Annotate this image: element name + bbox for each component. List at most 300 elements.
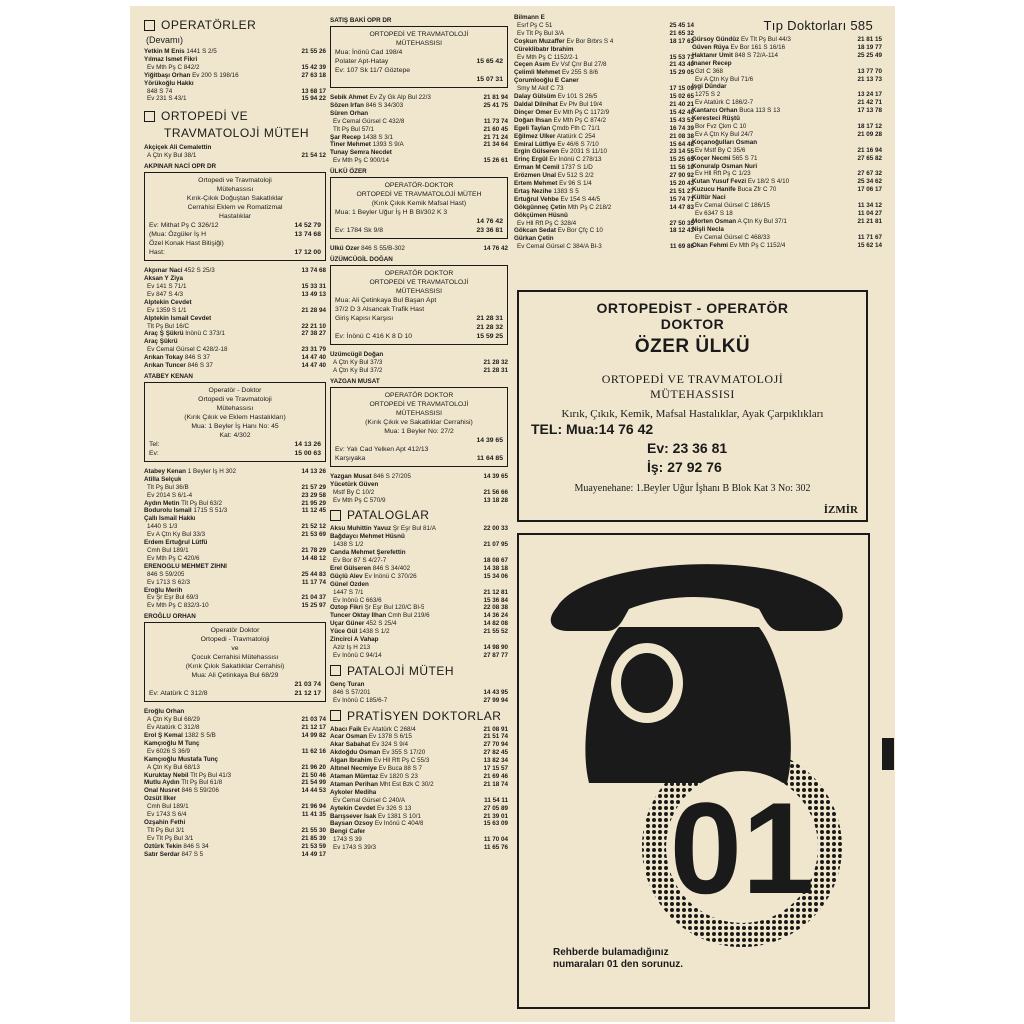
- entry-name: İnaner Recep: [692, 59, 732, 67]
- list-item: [144, 144, 326, 152]
- list-item: [514, 188, 694, 196]
- entry-address: Ev Atatürk C 186/2-7: [695, 99, 754, 107]
- list-item: [144, 547, 326, 555]
- entry-address: 846 S 37: [187, 362, 213, 370]
- entry-phone: 18 17 12: [857, 122, 882, 130]
- listing-ad-line: ORTOPEDİ VE TRAVMATOLOJİ: [369, 31, 469, 38]
- entry-name: Güçlü Alev: [330, 572, 363, 580]
- list-item: [144, 492, 326, 500]
- list-item: [144, 587, 326, 595]
- entry-phone: 14 98 90: [483, 644, 508, 651]
- entry-address: Ev 1743 S 39/3: [333, 844, 377, 852]
- entry-address: Ev 847 S 4/3: [147, 290, 184, 298]
- entry-address: Ev 1713 S 62/3: [147, 578, 191, 586]
- list-item: [144, 732, 326, 740]
- listing-ad-row-phone: 23 36 81: [476, 227, 503, 235]
- entry-address: Ev 101 S 26/5: [557, 93, 598, 101]
- entry-address: Ev Mth Pş C 874/2: [553, 116, 607, 124]
- list-item: [330, 836, 508, 844]
- entry-name: Tuncer Oktay İlhan: [330, 612, 387, 620]
- list-item: [330, 844, 508, 852]
- list-item: [330, 741, 508, 749]
- entry-name: Ertuğrul Vehbe: [514, 195, 559, 203]
- list-item: [692, 60, 882, 68]
- list-item: [144, 330, 326, 338]
- list-item: [514, 156, 694, 164]
- entry-address: Tlt Pş Bul 57/1: [333, 125, 374, 133]
- entry-phone: 21 53 59: [301, 842, 326, 850]
- entry-address: 1447 S 7/1: [333, 588, 364, 596]
- entry-phone: 15 43 53: [669, 116, 694, 124]
- entry-list: [330, 525, 508, 659]
- entry-address: Ev 141 S 71/1: [147, 282, 187, 290]
- list-item: [692, 68, 882, 76]
- list-item: [144, 539, 326, 547]
- entry-address: Ev İnönü C 663/6: [333, 596, 382, 604]
- list-item: [330, 589, 508, 597]
- listing-ad-box: [330, 26, 508, 88]
- listing-ad-atabey: [144, 373, 326, 462]
- listing-ad-box: [144, 382, 326, 462]
- entry-address: Ev 324 S 9/4: [372, 741, 409, 749]
- listing-ad-line: OPERATÖR-DOKTOR: [384, 182, 454, 190]
- list-item: [330, 652, 508, 660]
- entry-phone: 21 28 94: [301, 306, 326, 314]
- entry-address: 1743 S 39: [333, 836, 362, 844]
- list-item: [692, 242, 882, 250]
- list-item: [330, 541, 508, 549]
- entry-list: [514, 14, 694, 251]
- list-item: [330, 604, 508, 612]
- entry-address: Tlt Pş Bul 16/C: [147, 322, 189, 330]
- entry-name: ERENOĞLU MEHMET ZİHNİ: [144, 562, 227, 570]
- ad-conditions: Kırık, Çıkık, Kemik, Mafsal Hastalıklar, Ayak Çarpıklıkları: [561, 408, 824, 420]
- entry-phone: 21 53 69: [301, 531, 326, 539]
- listing-ad-line: MÜTEHASSISI: [395, 40, 443, 47]
- entry-phone: 14 44 53: [301, 787, 326, 795]
- listing-ad-row-phone: 21 03 74: [294, 681, 321, 689]
- list-item: [330, 110, 508, 118]
- entry-name: Aykoler Mediha: [330, 788, 377, 796]
- entry-name: Akar Sabahat: [330, 741, 371, 749]
- entry-name: Erel Gülseren: [330, 564, 371, 572]
- list-item: [692, 123, 882, 131]
- entry-address: Ev Mth Pş C 832/3-10: [147, 602, 209, 610]
- entry-address: 846 S 55/B-302: [361, 245, 405, 253]
- entry-phone: 25 34 62: [857, 178, 882, 186]
- list-item: [692, 226, 882, 234]
- entry-address: Ev Hll Rft Pş C 55/3: [373, 757, 430, 765]
- entry-address: Ev 1359 S 1/1: [147, 306, 187, 314]
- list-item: [144, 724, 326, 732]
- entry-name: Ataman Mümtaz: [330, 772, 379, 780]
- list-item: [514, 77, 694, 85]
- entry-address: Ev Zy Gk Alp Bul 22/3: [369, 94, 431, 101]
- entry-address: Ev Mth Pş C 842/2: [147, 63, 200, 71]
- list-item: [144, 56, 326, 64]
- entry-phone: 22 21 10: [301, 322, 326, 330]
- list-item: [144, 307, 326, 315]
- entry-address: 1737 S 1/D: [561, 164, 593, 172]
- entry-phone: 21 34 64: [483, 141, 508, 149]
- entry-address: Ev 255 S 8/6: [561, 69, 598, 77]
- entry-name: Özsüt İlker: [144, 795, 177, 803]
- column-3: [514, 14, 694, 251]
- entry-phone: 21 51 74: [483, 733, 508, 741]
- listing-ad-line: Mütehassısı: [216, 186, 254, 194]
- list-item: [692, 91, 882, 99]
- entry-phone: 11 71 67: [857, 233, 882, 241]
- listing-ad-uzumcugil: [330, 256, 508, 345]
- list-item: [144, 338, 326, 346]
- entry-name: Aksu Muhittin Yavuz: [330, 525, 392, 533]
- column-4: [692, 36, 882, 249]
- advertisement-ozer-ulku: [517, 290, 868, 522]
- column-1: [144, 14, 326, 858]
- checkbox-square-icon: [330, 710, 341, 721]
- entry-address: 452 S 25/3: [184, 267, 215, 275]
- entry-address: A Çtn Ky Bul 37/1: [737, 217, 787, 225]
- checkbox-square-icon: [144, 20, 155, 31]
- entry-name: Nişli Necla: [692, 225, 724, 233]
- list-item: [330, 636, 508, 644]
- listing-ad-row: [335, 436, 503, 445]
- listing-ad-heading: AKPINAR NACİ OPR DR: [144, 163, 217, 171]
- entry-phone: 13 49 13: [301, 290, 326, 298]
- entry-list: [144, 48, 326, 103]
- entry-address: Ev 1743 S 6/4: [147, 811, 187, 819]
- list-item: [692, 36, 882, 44]
- entry-name: Kantarcı Orhan: [692, 107, 738, 115]
- entry-phone: 13 74 68: [301, 267, 326, 275]
- entry-address: Ev 1820 S 23: [380, 772, 418, 780]
- entry-name: Öztürk Tekin: [144, 842, 182, 850]
- list-item: [514, 14, 694, 22]
- list-item: [144, 72, 326, 80]
- listing-ad-row: [335, 323, 503, 332]
- listing-ad-row-phone: 21 28 32: [476, 324, 503, 332]
- entry-phone: 18 08 67: [483, 557, 508, 565]
- listing-ad-line: MÜTEHASSISI: [395, 288, 443, 296]
- entry-name: Kamçıoğlu M Tunç: [144, 739, 200, 747]
- list-item: [692, 234, 882, 242]
- entry-name: Morten Osman: [692, 217, 737, 225]
- entry-phone: 22 08 38: [483, 604, 508, 612]
- entry-name: Bilmann E: [514, 14, 545, 21]
- entry-name: Yüce Gül: [330, 628, 358, 636]
- list-item: [144, 362, 326, 370]
- listing-ad-line: Operatör - Doktor: [208, 386, 262, 394]
- entry-phone: 21 09 28: [857, 130, 882, 138]
- entry-phone: 27 99 94: [483, 696, 508, 704]
- entry-phone: 14 47 83: [669, 203, 694, 211]
- listing-ad-row: [335, 208, 503, 217]
- list-item: [692, 83, 882, 91]
- entry-address: Ev Plv Bul 19/4: [559, 100, 603, 108]
- listing-ad-row: [335, 305, 503, 314]
- entry-address: 1441 S 2/5: [186, 48, 217, 55]
- list-item: [144, 764, 326, 772]
- entry-name: Satır Serdar: [144, 850, 180, 858]
- entry-phone: 14 47 40: [301, 354, 326, 362]
- entry-phone: 22 00 33: [483, 525, 508, 533]
- entry-phone: 21 81 94: [483, 94, 508, 101]
- entry-phone: 21 55 26: [301, 48, 326, 55]
- list-item: [144, 531, 326, 539]
- entry-phone: 21 08 38: [669, 132, 694, 140]
- listing-ad-row-phone: 15 59 25: [476, 333, 503, 341]
- entry-name: Araç Ş Şükrü: [144, 330, 184, 338]
- entry-address: 846 S 59/205: [147, 570, 185, 578]
- listing-ad-row-label: Ev: Yalı Cad Yelken Apt 412/13: [335, 445, 429, 453]
- list-item: [144, 555, 326, 563]
- listing-ad-line: Mütehassısı: [216, 404, 254, 412]
- list-item: [514, 172, 694, 180]
- entry-phone: 27 05 89: [483, 804, 508, 812]
- entry-address: Ev 355 S 17/20: [382, 749, 426, 757]
- entry-name: Erinç Ergül: [514, 156, 548, 164]
- listing-ad-row: [149, 230, 321, 239]
- listing-ad-row-label: Mua: İnönü Cad 198/4: [335, 49, 403, 56]
- entry-address: Tlt Pş Bul 41/3: [190, 771, 232, 779]
- list-item: [144, 267, 326, 275]
- list-item: [330, 94, 508, 102]
- list-item: [514, 117, 694, 125]
- entry-address: 1275 S 2: [695, 91, 721, 99]
- section-heading-patoloji-muteh: PATALOJİ MÜTEH: [330, 664, 508, 678]
- entry-name: Çorumlooğlu E Caner: [514, 77, 579, 85]
- list-item: [144, 740, 326, 748]
- list-item: [692, 44, 882, 52]
- entry-phone: 11 41 35: [301, 811, 326, 819]
- entry-address: 1438 S 1/2: [359, 628, 390, 636]
- entry-phone: 13 82 34: [483, 757, 508, 765]
- list-item: [692, 186, 882, 194]
- entry-address: A Çtn Ky Bul 38/1: [147, 152, 197, 160]
- list-item: [144, 819, 326, 827]
- entry-address: Ev Hll Rft Pş C 1/23: [695, 170, 751, 178]
- list-item: [514, 61, 694, 69]
- listing-ad-line: Operatör Doktor: [210, 627, 260, 635]
- entry-name: Mutlu Aydın: [144, 779, 180, 787]
- listing-ad-row: [335, 57, 503, 66]
- entry-address: Ev Mth Pş C 1172/9: [553, 108, 610, 116]
- ad-title-line2: DOKTOR: [660, 316, 725, 332]
- entry-name: Acar Osman: [330, 733, 368, 741]
- list-item: [514, 196, 694, 204]
- page-edge-tab: [882, 738, 894, 770]
- entry-phone: 15 33 31: [301, 282, 326, 290]
- entry-name: Dalay Gülsüm: [514, 93, 556, 101]
- list-item: [330, 149, 508, 157]
- entry-phone: 18 17 63: [669, 37, 694, 45]
- entry-phone: 21 21 81: [857, 217, 882, 225]
- entry-address: Cmh Bul 189/1: [147, 803, 189, 811]
- entry-address: Atatürk C 254: [556, 132, 596, 140]
- list-item: [144, 291, 326, 299]
- list-item: [330, 805, 508, 813]
- entry-phone: 25 44 83: [301, 570, 326, 578]
- entry-address: Ev Cemal Gürsel C 240/A: [333, 796, 406, 804]
- entry-address: Ev Mth Pş C 1152/2-1: [517, 53, 579, 61]
- list-item: [144, 283, 326, 291]
- entry-name: Dinçer Ömer: [514, 108, 552, 116]
- list-item: [514, 220, 694, 228]
- entry-name: Daldal Dilnihat: [514, 100, 558, 108]
- entry-phone: 23 14 55: [669, 148, 694, 156]
- entry-phone: 27 50 35: [669, 219, 694, 227]
- entry-phone: 21 03 74: [301, 716, 326, 724]
- entry-phone: 15 42 39: [301, 63, 326, 71]
- entry-phone: 15 20 43: [669, 180, 694, 188]
- listing-ad-row-label: (Mua: Özgüler İş H: [149, 231, 207, 239]
- ad-specialty-line2: MÜTEHASSISI: [650, 387, 735, 401]
- listing-ad-box: [144, 172, 326, 261]
- list-item: [144, 80, 326, 88]
- listing-ad-heading: ÜLKÜ ÖZER: [330, 168, 367, 176]
- listing-ad-row-label: Karşıyaka: [335, 454, 366, 462]
- entry-address: Tlt Pş Bul 36/B: [147, 483, 189, 491]
- list-item: [144, 275, 326, 283]
- telephone-illustration: [519, 535, 868, 1007]
- list-item: [330, 497, 508, 505]
- entry-name: Bodurolu İsmail: [144, 507, 192, 515]
- listing-ad-row: [335, 314, 503, 323]
- entry-phone: 21 28 32: [483, 358, 508, 366]
- list-item: [514, 69, 694, 77]
- entry-address: Ev Mth Pş C 900/14: [333, 157, 389, 165]
- list-item: [144, 787, 326, 795]
- listing-ad-line: Kat: 4/302: [219, 431, 251, 439]
- entry-phone: 21 69 46: [483, 772, 508, 780]
- entry-phone: 15 02 65: [669, 93, 694, 101]
- entry-phone: 27 67 32: [857, 170, 882, 178]
- entry-name: Erol Ş Kemal: [144, 731, 183, 739]
- entry-name: Eroğlu Orhan: [144, 708, 185, 716]
- entry-address: Çmdb Fth C 71/1: [552, 124, 600, 132]
- entry-phone: 21 54 12: [301, 152, 326, 160]
- entry-phone: 18 12 43: [669, 227, 694, 235]
- list-item: [144, 748, 326, 756]
- listing-ad-line: (Kırık Çıkık Kemik Mafsal Hast): [371, 200, 467, 208]
- entry-address: Ev Cemal Gürsel C 384/A Bl-3: [517, 243, 602, 251]
- entry-phone: 21 12 81: [483, 588, 508, 596]
- entry-name: Güven Rüya: [692, 43, 729, 51]
- listing-ad-row: [335, 217, 503, 226]
- entry-name: Özşahin Fethi: [144, 818, 186, 826]
- entry-address: 1440 S 1/3: [147, 523, 178, 531]
- entry-phone: 21 60 45: [483, 125, 508, 133]
- entry-phone: 14 47 40: [301, 362, 326, 370]
- entry-name: Yetkin M Enis: [144, 48, 185, 55]
- list-item: [144, 500, 326, 508]
- entry-phone: 21 55 30: [301, 826, 326, 834]
- entry-phone: 15 26 61: [483, 157, 508, 165]
- entry-address: Ev A Çtn Ky Bul 24/7: [695, 130, 754, 138]
- list-item: [514, 54, 694, 62]
- entry-phone: 21 18 74: [483, 780, 508, 788]
- list-item: [514, 235, 694, 243]
- entry-address: Buca Zfr C 70: [737, 186, 777, 194]
- entry-name: Eroğlu Merih: [144, 586, 183, 594]
- list-item: [330, 765, 508, 773]
- listing-ad-box: [330, 177, 508, 239]
- checkbox-square-icon: [330, 510, 341, 521]
- list-item: [330, 141, 508, 149]
- list-item: [144, 95, 326, 103]
- list-item: [144, 594, 326, 602]
- list-item: [144, 835, 326, 843]
- listing-ad-line: Mua: Ali Çetinkaya Bul 68/29: [191, 672, 279, 680]
- entry-name: Koçanoğulları Osman: [692, 138, 758, 146]
- list-item: [144, 579, 326, 587]
- entry-phone: 15 63 09: [483, 820, 508, 828]
- listing-ad-box: [330, 265, 508, 345]
- entry-address: Ev 231 S 43/1: [147, 95, 187, 103]
- list-item: [692, 210, 882, 218]
- entry-name: Gökçümen Hüsnü: [514, 211, 568, 219]
- entry-address: Smy M Akif C 73: [517, 85, 564, 93]
- entry-address: Ev Buca 88 S 7: [378, 765, 423, 773]
- listing-ad-line: (Kırık Çıkık ve Eklem Hastalıkları): [184, 413, 286, 421]
- list-item: [330, 102, 508, 110]
- list-item: [144, 843, 326, 851]
- listing-ad-row-label: Ev: 107 Sk 11/7 Göztepe: [335, 67, 411, 74]
- list-item: [144, 507, 326, 515]
- entry-name: Coşkun Muzaffer: [514, 37, 565, 45]
- listing-ad-row: [149, 440, 321, 449]
- list-item: [330, 565, 508, 573]
- entry-name: Barışsever İsak: [330, 812, 377, 820]
- list-item: [692, 194, 882, 202]
- list-item: [144, 756, 326, 764]
- listing-ad-line: (Kırık Çıkık Sakatlıklar Cerrahisi): [185, 663, 285, 671]
- list-item: [514, 30, 694, 38]
- entry-name: Koçer Necmi: [692, 154, 731, 162]
- list-item: [514, 22, 694, 30]
- directory-caption: Rehberde bulamadığınız numaraları 01 den sorunuz.: [553, 947, 684, 970]
- entry-name: Yılmaz İsmet Fikri: [144, 55, 198, 63]
- entry-name: Üzümcügil Doğan: [330, 351, 384, 359]
- list-item: [144, 323, 326, 331]
- listing-ad-row-phone: 17 12 00: [294, 249, 321, 257]
- list-item: [514, 93, 694, 101]
- entry-address: 848 S 74: [147, 87, 173, 95]
- listing-ad-line: ve: [231, 645, 239, 653]
- listing-ad-heading: ÜZÜMCÜGİL DOĞAN: [330, 256, 393, 264]
- listing-ad-line: ORTOPEDİ VE TRAVMATOLOJİ: [369, 279, 469, 287]
- entry-phone: 21 52 12: [301, 523, 326, 531]
- entry-address: Tlt Pş Bul 61/8: [181, 779, 223, 787]
- ad-phone-work: İş: 27 92 76: [647, 459, 722, 475]
- listing-ad-line: ORTOPEDİ VE TRAVMATOLOJİ: [369, 400, 469, 408]
- list-item: [692, 155, 882, 163]
- entry-address: Şr Eşr Bul 81/A: [392, 525, 436, 533]
- list-item: [330, 367, 508, 375]
- list-item: [514, 38, 694, 46]
- entry-phone: 15 62 14: [857, 241, 882, 249]
- entry-phone: 13 24 17: [857, 91, 882, 99]
- entry-phone: 21 40 21: [669, 100, 694, 108]
- entry-address: Ev 512 S 2/2: [557, 172, 594, 180]
- list-item: [330, 533, 508, 541]
- entry-phone: 25 41 75: [483, 101, 508, 109]
- entry-name: Atabey Kenan: [144, 467, 186, 475]
- entry-address: Ev İnönü C 370/26: [364, 572, 417, 580]
- listing-ad-row-phone: 21 28 31: [476, 315, 503, 323]
- list-item: [330, 359, 508, 367]
- entry-phone: 17 06 17: [857, 186, 882, 194]
